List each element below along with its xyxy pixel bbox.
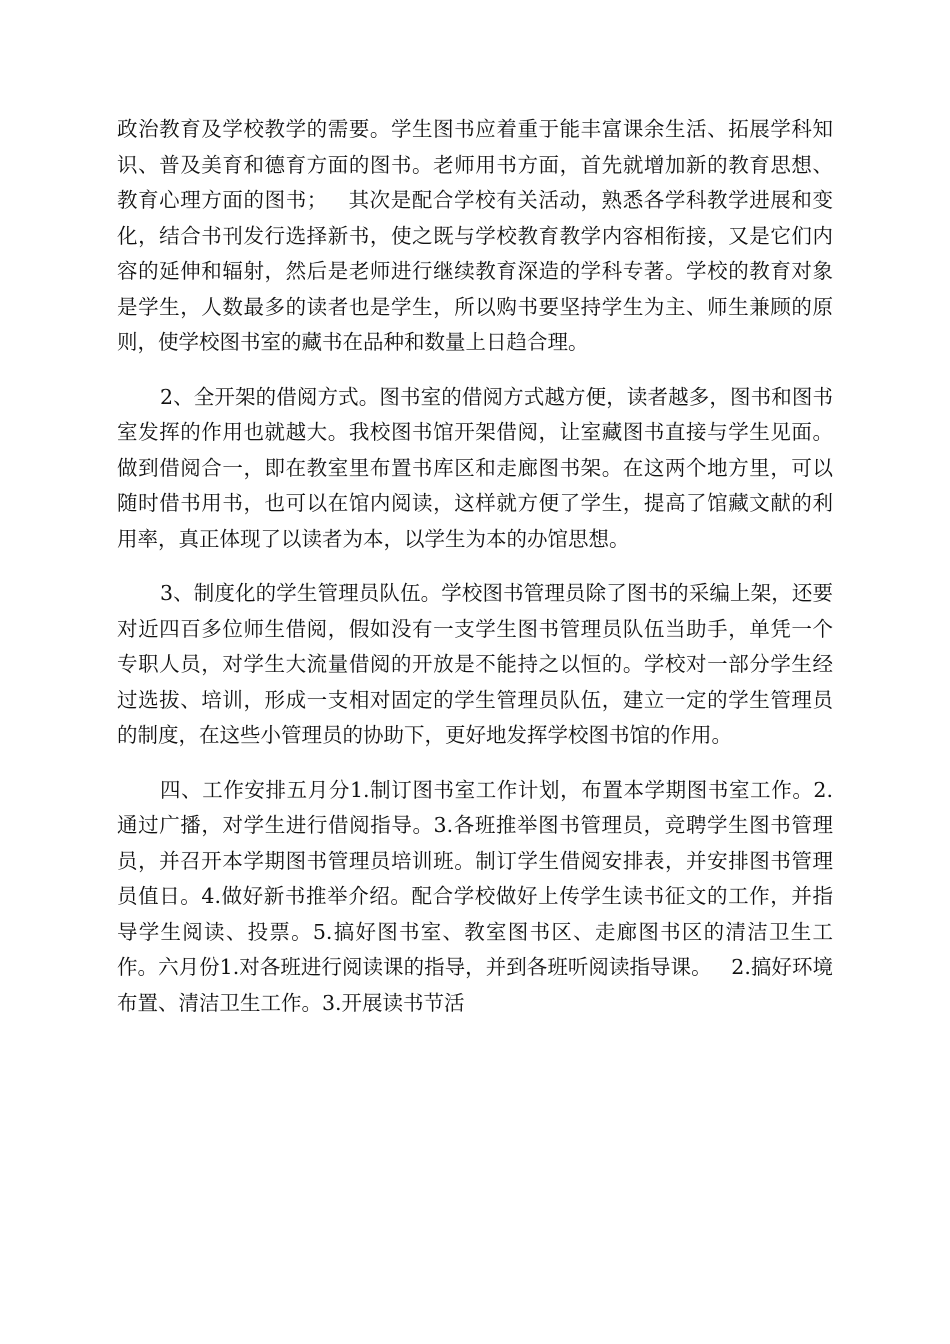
document-body <box>117 112 833 1040</box>
paragraph-student-librarians: 3、制度化的学生管理员队伍。学校图书管理员除了图书的采编上架，还要对近四百多位师生借阅，假如没有一支学生图书管理员队伍当助手，单凭一个专职人员，对学生大流量借阅的开放是不能持之以恒的。学校对一部分学生经过选拔、培训，形成一支相对固定的学生管理员队伍，建立一定的学生管理员的制度，在这些小管理员的协助下，更好地发挥学校图书馆的作用。 <box>117 581 833 747</box>
paragraph-work-schedule: 四、工作安排五月分1.制订图书室工作计划，布置本学期图书室工作。2.通过广播，对学生进行借阅指导。3.各班推举图书管理员，竞聘学生图书管理员，并召开本学期图书管理员培训班。制订学生借阅安排表，并安排图书管理员值日。4.做好新书推举介绍。配合学校做好上传学生读书征文的工作，并指导学生阅读、投票。5.搞好图书室、教室图书区、走廊图书区的清洁卫生工作。六月份1.对各班进行阅读课的指导，并到各班听阅读指导课。 2.搞好环境布置、清洁卫生工作。3.开展读书节活 <box>117 777 833 1015</box>
paragraph-open-shelf-borrowing: 2、全开架的借阅方式。图书室的借阅方式越方便，读者越多，图书和图书室发挥的作用也就越大。我校图书馆开架借阅，让室藏图书直接与学生见面。做到借阅合一，即在教室里布置书库区和走廊图书架。在这两个地方里，可以随时借书用书，也可以在馆内阅读，这样就方便了学生，提高了馆藏文献的利用率，真正体现了以读者为本，以学生为本的办馆思想。 <box>117 384 833 551</box>
paragraph-book-purchasing: 政治教育及学校教学的需要。学生图书应着重于能丰富课余生活、拓展学科知识、普及美育和德育方面的图书。老师用书方面，首先就增加新的教育思想、教育心理方面的图书； 其次是配合学校有关活动，熟悉各学科教学进展和变化，结合书刊发行选择新书，使之既与学校教育教学内容相衔接，又是它们内容的延伸和辐射，然后是老师进行继续教育深造的学科专著。学校的教育对象是学生，人数最多的读者也是学生，所以购书要坚持学生为主、师生兼顾的原则，使学校图书室的藏书在品种和数量上日趋合理。 <box>117 117 833 354</box>
